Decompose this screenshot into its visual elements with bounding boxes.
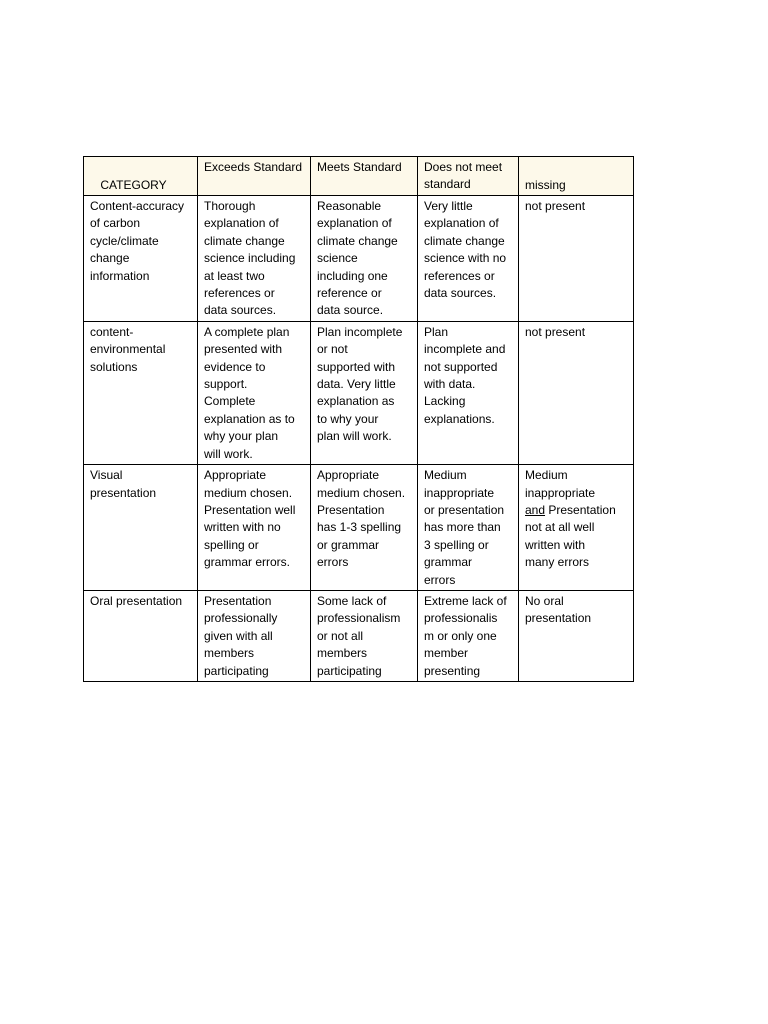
cell-meets: Some lack of professionalism or not all members participating — [311, 590, 418, 681]
table-row — [84, 590, 634, 681]
rubric-table — [83, 156, 634, 682]
table-row — [84, 465, 634, 591]
cell-meets: Plan incomplete or not supported with data. Very little explanation as to why your plan will work. — [311, 321, 418, 464]
cell-missing — [519, 465, 634, 591]
cell-exceeds: A complete plan presented with evidence to support. Complete explanation as to why your plan will work. — [198, 321, 311, 464]
table-header-row — [84, 157, 634, 196]
cell-missing: No oral presentation — [519, 590, 634, 681]
cell-does-not-meet: Plan incomplete and not supported with data. Lacking explanations. — [418, 321, 519, 464]
cell-missing: not present — [519, 321, 634, 464]
header-meets-standard: Meets Standard — [311, 157, 418, 196]
cell-missing-text-start: Medium inappropriate — [525, 468, 596, 500]
cell-meets: Appropriate medium chosen. Presentation has 1-3 spelling or grammar errors — [311, 465, 418, 591]
cell-does-not-meet: Very little explanation of climate change science with no references or data sources. — [418, 196, 519, 322]
cell-exceeds: Presentation professionally given with all members participating — [198, 590, 311, 681]
cell-missing-text-end: Presentation not at all well written with many errors — [525, 502, 616, 570]
cell-missing-underlined-word: and — [525, 502, 546, 517]
table-row — [84, 196, 634, 322]
header-missing: missing — [519, 157, 634, 196]
row-category: Oral presentation — [84, 590, 198, 681]
row-category: content- environmental solutions — [84, 321, 198, 464]
row-category: Content-accuracy of carbon cycle/climate change information — [84, 196, 198, 322]
cell-missing: not present — [519, 196, 634, 322]
row-category: Visual presentation — [84, 465, 198, 591]
header-category: CATEGORY — [84, 157, 198, 196]
cell-does-not-meet: Extreme lack of professionalis m or only one member presenting — [418, 590, 519, 681]
header-exceeds-standard: Exceeds Standard — [198, 157, 311, 196]
cell-exceeds: Thorough explanation of climate change science including at least two references or data sources. — [198, 196, 311, 322]
header-does-not-meet-standard: Does not meet standard — [418, 157, 519, 196]
cell-meets: Reasonable explanation of climate change science including one reference or data source. — [311, 196, 418, 322]
table-row — [84, 321, 634, 464]
cell-does-not-meet: Medium inappropriate or presentation has more than 3 spelling or grammar errors — [418, 465, 519, 591]
cell-exceeds: Appropriate medium chosen. Presentation well written with no spelling or grammar errors. — [198, 465, 311, 591]
